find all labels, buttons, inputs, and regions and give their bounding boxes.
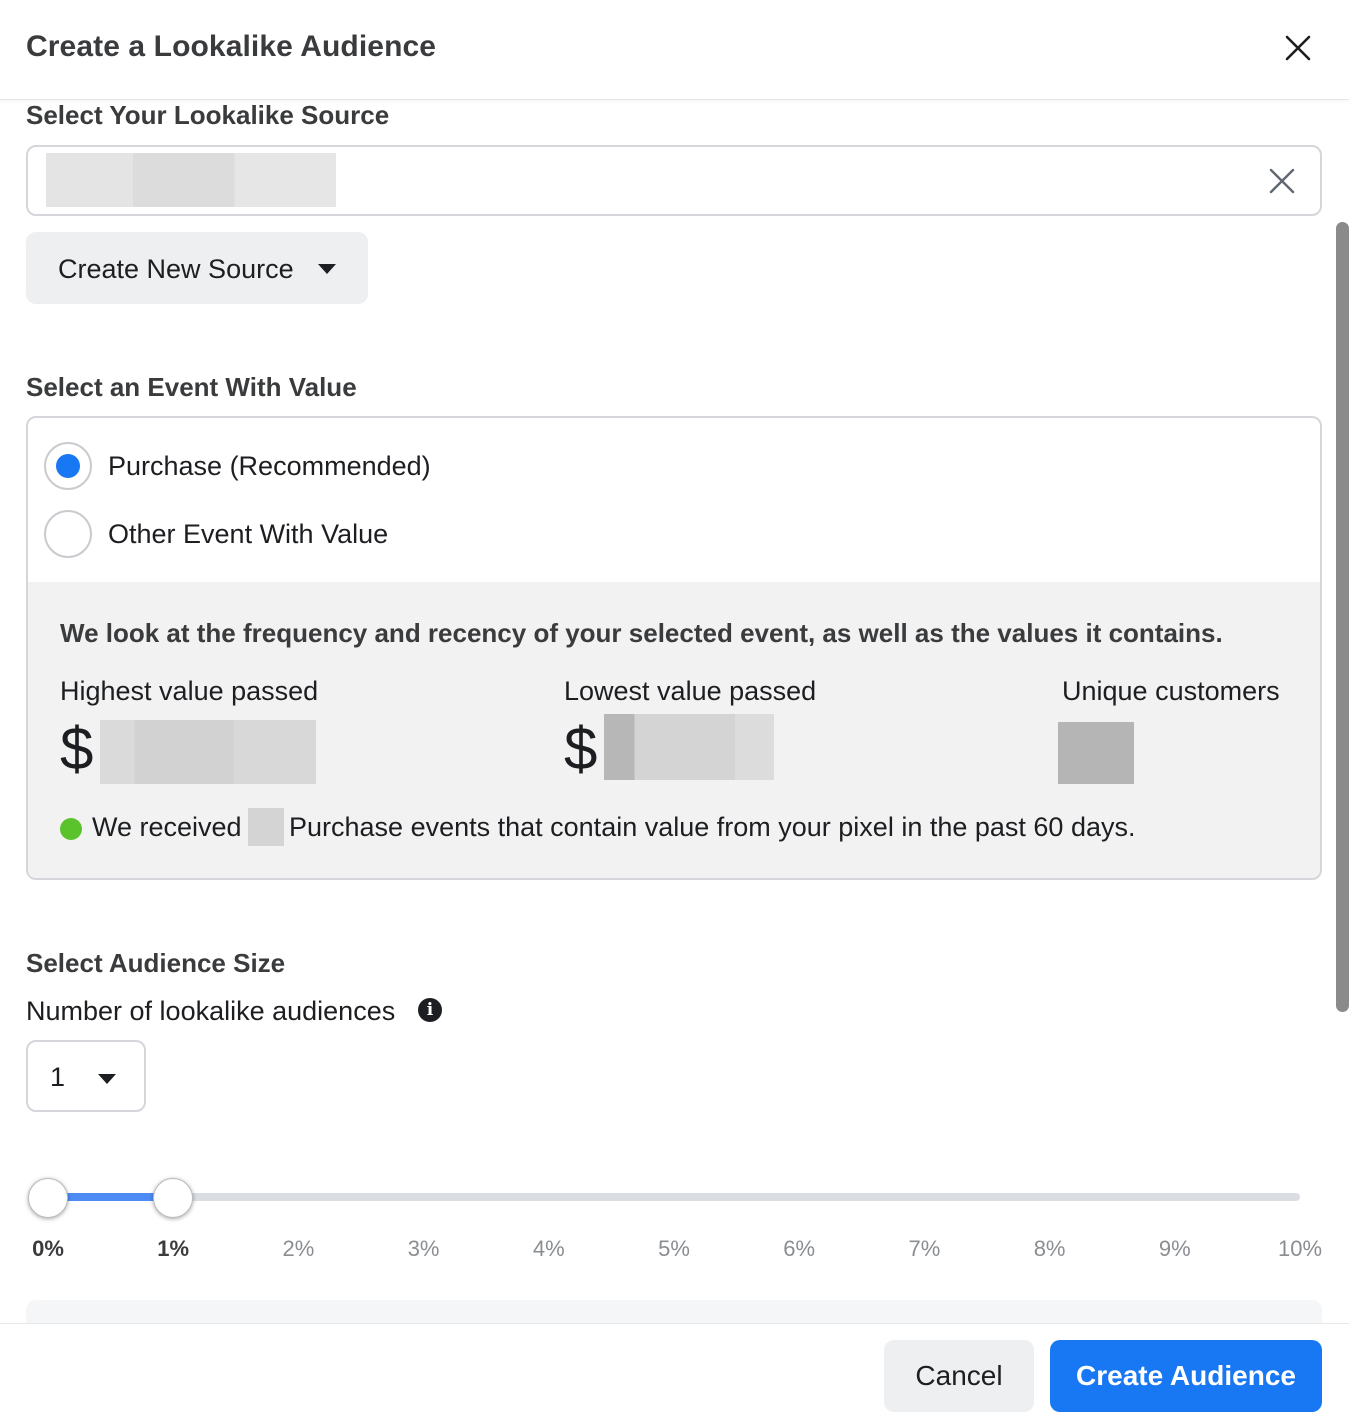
radio-label-other-event: Other Event With Value	[108, 519, 389, 549]
event-heading: Select an Event With Value	[26, 372, 357, 402]
caret-down-icon	[98, 1074, 116, 1084]
radio-option-other-event[interactable]	[44, 510, 464, 560]
dialog-footer	[0, 1323, 1349, 1424]
event-info-panel	[28, 582, 1320, 878]
create-audience-button[interactable]: Create Audience	[1050, 1340, 1322, 1412]
source-heading: Select Your Lookalike Source	[26, 100, 390, 130]
lookalike-count-label: Number of lookalike audiences	[26, 996, 396, 1026]
radio-button-checked[interactable]	[44, 442, 92, 490]
slider-tick-label: 6%	[783, 1236, 816, 1261]
slider-tick-label: 8%	[1033, 1236, 1066, 1261]
clear-icon[interactable]	[1266, 165, 1298, 197]
slider-tick-label: 3%	[407, 1236, 440, 1261]
slider-tick-label: 0%	[32, 1236, 64, 1261]
vertical-scrollbar[interactable]	[1336, 222, 1349, 1012]
radio-button-unchecked[interactable]	[44, 510, 92, 558]
create-new-source-label: Create New Source	[58, 254, 294, 284]
lowest-value-currency: $	[564, 715, 598, 782]
cancel-button[interactable]: Cancel	[884, 1340, 1034, 1412]
slider-tick-label: 4%	[532, 1236, 565, 1261]
caret-down-icon	[318, 264, 336, 274]
redacted-event-count	[248, 808, 284, 846]
redacted-source-value	[46, 153, 336, 207]
slider-tick-label: 5%	[658, 1236, 690, 1261]
radio-option-purchase[interactable]	[44, 442, 524, 492]
status-dot-icon	[60, 818, 82, 840]
event-description: We look at the frequency and recency of your selected event, as well as the values it contains.	[60, 618, 1223, 648]
slider-tick-label: 2%	[282, 1236, 315, 1261]
dialog-header	[0, 0, 1349, 100]
audience-size-slider-track[interactable]	[48, 1193, 1300, 1201]
redacted-unique-customers	[1058, 722, 1134, 784]
slider-tick-label: 1%	[157, 1236, 190, 1261]
info-icon[interactable]: i	[418, 998, 442, 1022]
audience-size-heading: Select Audience Size	[26, 948, 286, 978]
lookalike-count-select[interactable]	[26, 1040, 146, 1112]
highest-value-label: Highest value passed	[60, 676, 319, 706]
dialog-title: Create a Lookalike Audience	[26, 30, 437, 63]
slider-tick-label: 10%	[1277, 1236, 1323, 1261]
slider-thumb-start[interactable]	[28, 1178, 68, 1218]
event-options-box	[26, 416, 1322, 880]
highest-value-currency: $	[60, 715, 94, 782]
status-suffix: Purchase events that contain value from your pixel in the past 60 days.	[289, 812, 1136, 842]
unique-customers-label: Unique customers	[1062, 676, 1280, 706]
lookalike-source-input[interactable]	[26, 145, 1322, 216]
slider-thumb-end[interactable]	[153, 1178, 193, 1218]
radio-label-purchase: Purchase (Recommended)	[108, 451, 431, 481]
redacted-lowest-value	[604, 714, 774, 780]
lowest-value-label: Lowest value passed	[564, 676, 817, 706]
slider-tick-label: 9%	[1158, 1236, 1191, 1261]
close-icon[interactable]	[1278, 28, 1318, 68]
create-new-source-button[interactable]	[26, 232, 368, 304]
status-prefix: We received	[92, 812, 242, 842]
redacted-highest-value	[100, 720, 316, 784]
slider-tick-label: 7%	[908, 1236, 941, 1261]
lookalike-count-value: 1	[50, 1062, 66, 1092]
